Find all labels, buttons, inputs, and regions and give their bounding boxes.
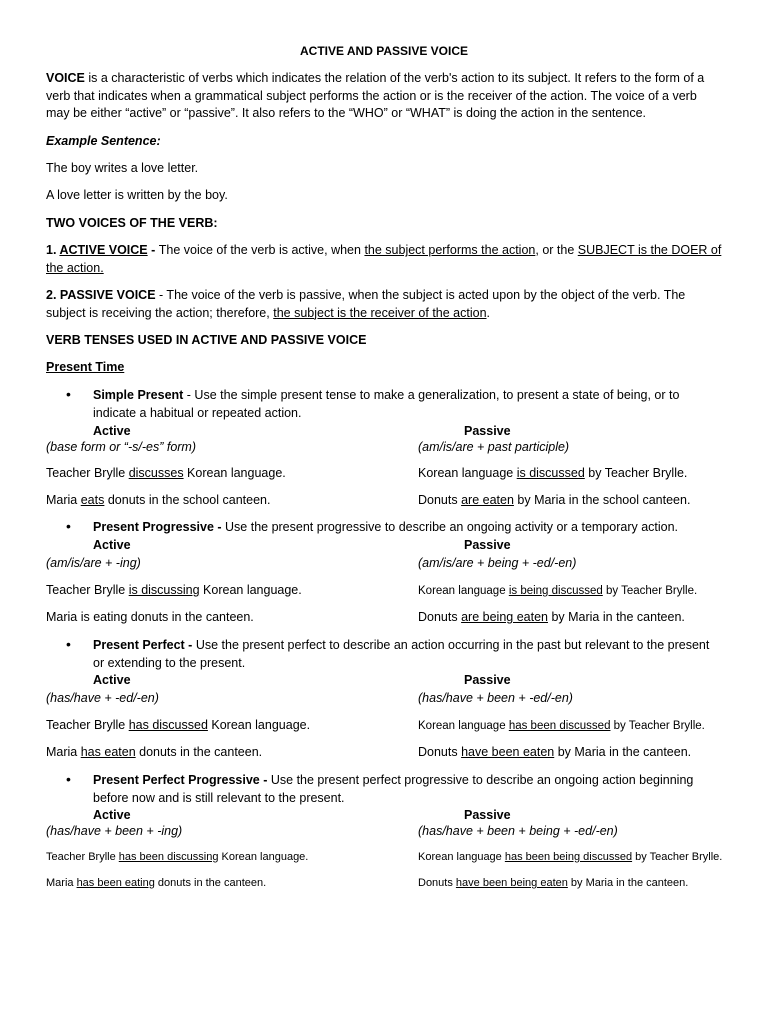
simple-present-desc: - Use the simple present tense to make a generalization, to present a state of being, or to indicate a habitual or repeated action.	[93, 388, 680, 420]
present-perfect-progressive-active-example-2: Maria has been eating donuts in the canteen.	[46, 877, 267, 889]
active-term: ACTIVE VOICE	[59, 243, 148, 257]
page-title: ACTIVE AND PASSIVE VOICE	[299, 44, 469, 58]
present-perfect-passive-form: (has/have + been + -ed/-en)	[418, 691, 573, 705]
present-progressive-passive-example-2: Donuts are being eaten by Maria in the canteen.	[418, 610, 685, 624]
passive-voice-definition	[46, 287, 722, 322]
simple-present-active-example-1: Teacher Brylle discusses Korean language.	[46, 466, 286, 480]
bullet-icon: •	[66, 386, 71, 402]
passive-text-2: .	[486, 305, 491, 320]
passive-column-header: Passive	[464, 808, 511, 822]
present-perfect-passive-example-2: Donuts have been eaten by Maria in the canteen.	[418, 745, 692, 759]
present-perfect-active-example-2: Maria has eaten donuts in the canteen.	[46, 745, 263, 759]
present-progressive-active-example-2: Maria is eating donuts in the canteen.	[46, 610, 254, 624]
tenses-heading: VERB TENSES USED IN ACTIVE AND PASSIVE VOICE	[46, 333, 367, 347]
present-perfect-active-form: (has/have + -ed/-en)	[46, 691, 159, 705]
passive-term: PASSIVE VOICE	[59, 288, 156, 302]
intro-text: is a characteristic of verbs which indicates the relation of the verb's action to its subject. It refers to the form of a verb that indicates when a grammatical subject performs the action or is the receiver of the action. The voice of a verb may be either “active” or “passive”. It also refers to the “WHO” or “WHAT” is doing the action in the sentence.	[46, 71, 705, 120]
present-perfect-progressive-active-form: (has/have + been + -ing)	[46, 824, 183, 838]
bullet-icon: •	[66, 636, 71, 652]
active-dash: -	[147, 243, 159, 257]
active-column-header: Active	[93, 673, 131, 687]
present-perfect-progressive-passive-form: (has/have + been + being + -ed/-en)	[418, 824, 618, 838]
present-perfect-progressive-name: Present Perfect Progressive -	[93, 773, 268, 787]
present-perfect-desc: Use the present perfect to describe an action occurring in the past but relevant to the present or extending to the present.	[93, 638, 710, 670]
intro-paragraph	[46, 70, 722, 123]
simple-present-passive-form: (am/is/are + past participle)	[418, 440, 570, 454]
simple-present-passive-example-2: Donuts are eaten by Maria in the school canteen.	[418, 493, 691, 507]
bullet-icon: •	[66, 771, 71, 787]
active-column-header: Active	[93, 808, 131, 822]
present-perfect-progressive-active-example-1: Teacher Brylle has been discussing Korean language.	[46, 851, 309, 863]
present-progressive-description	[93, 519, 713, 537]
active-underline-1: the subject performs the action	[364, 243, 536, 257]
active-voice-definition	[46, 242, 722, 277]
present-perfect-progressive-passive-example-1: Korean language has been being discussed by Teacher Brylle.	[418, 851, 723, 863]
passive-underline-1: the subject is the receiver of the action	[273, 305, 487, 320]
present-progressive-passive-form: (am/is/are + being + -ed/-en)	[418, 556, 577, 570]
present-progressive-passive-example-1: Korean language is being discussed by Teacher Brylle.	[418, 585, 698, 597]
passive-num: 2.	[46, 288, 60, 302]
present-perfect-passive-example-1: Korean language has been discussed by Teacher Brylle.	[418, 720, 705, 732]
present-time-heading: Present Time	[46, 360, 125, 374]
bullet-icon: •	[66, 518, 71, 534]
present-progressive-active-form: (am/is/are + -ing)	[46, 556, 141, 570]
present-perfect-name: Present Perfect -	[93, 638, 193, 652]
simple-present-passive-example-1: Korean language is discussed by Teacher Brylle.	[418, 466, 688, 480]
passive-text-1: - The voice of the verb is passive, when the subject is acted upon by the object of the verb. The subject is receiving the action; therefore,	[46, 288, 686, 320]
active-num: 1.	[46, 243, 60, 257]
present-progressive-active-example-1: Teacher Brylle is discussing Korean language.	[46, 583, 302, 597]
passive-column-header: Passive	[464, 538, 511, 552]
active-column-header: Active	[93, 538, 131, 552]
two-voices-heading: TWO VOICES OF THE VERB:	[46, 216, 218, 230]
present-progressive-name: Present Progressive -	[93, 520, 222, 534]
simple-present-name: Simple Present	[93, 388, 184, 402]
present-perfect-progressive-description	[93, 772, 713, 807]
active-text-1: The voice of the verb is active, when	[158, 243, 365, 257]
present-perfect-active-example-1: Teacher Brylle has discussed Korean language.	[46, 718, 311, 732]
present-perfect-progressive-desc: Use the present perfect progressive to describe an ongoing action beginning before now and is still relevant to the present.	[93, 773, 694, 805]
active-text-2: , or the	[535, 243, 578, 257]
intro-term: VOICE	[46, 71, 85, 85]
simple-present-active-example-2: Maria eats donuts in the school canteen.	[46, 493, 271, 507]
active-column-header: Active	[93, 424, 131, 438]
simple-present-active-form: (base form or “-s/-es” form)	[46, 440, 197, 454]
present-perfect-description	[93, 637, 713, 672]
example-sentence-2: A love letter is written by the boy.	[46, 188, 228, 202]
simple-present-description	[93, 387, 713, 422]
example-label: Example Sentence:	[46, 134, 161, 148]
example-sentence-1: The boy writes a love letter.	[46, 161, 199, 175]
passive-column-header: Passive	[464, 424, 511, 438]
present-perfect-progressive-passive-example-2: Donuts have been being eaten by Maria in the canteen.	[418, 877, 689, 889]
present-progressive-desc: Use the present progressive to describe an ongoing activity or a temporary action.	[221, 520, 679, 534]
active-underline-2: SUBJECT is the DOER of the action.	[46, 243, 722, 275]
passive-column-header: Passive	[464, 673, 511, 687]
